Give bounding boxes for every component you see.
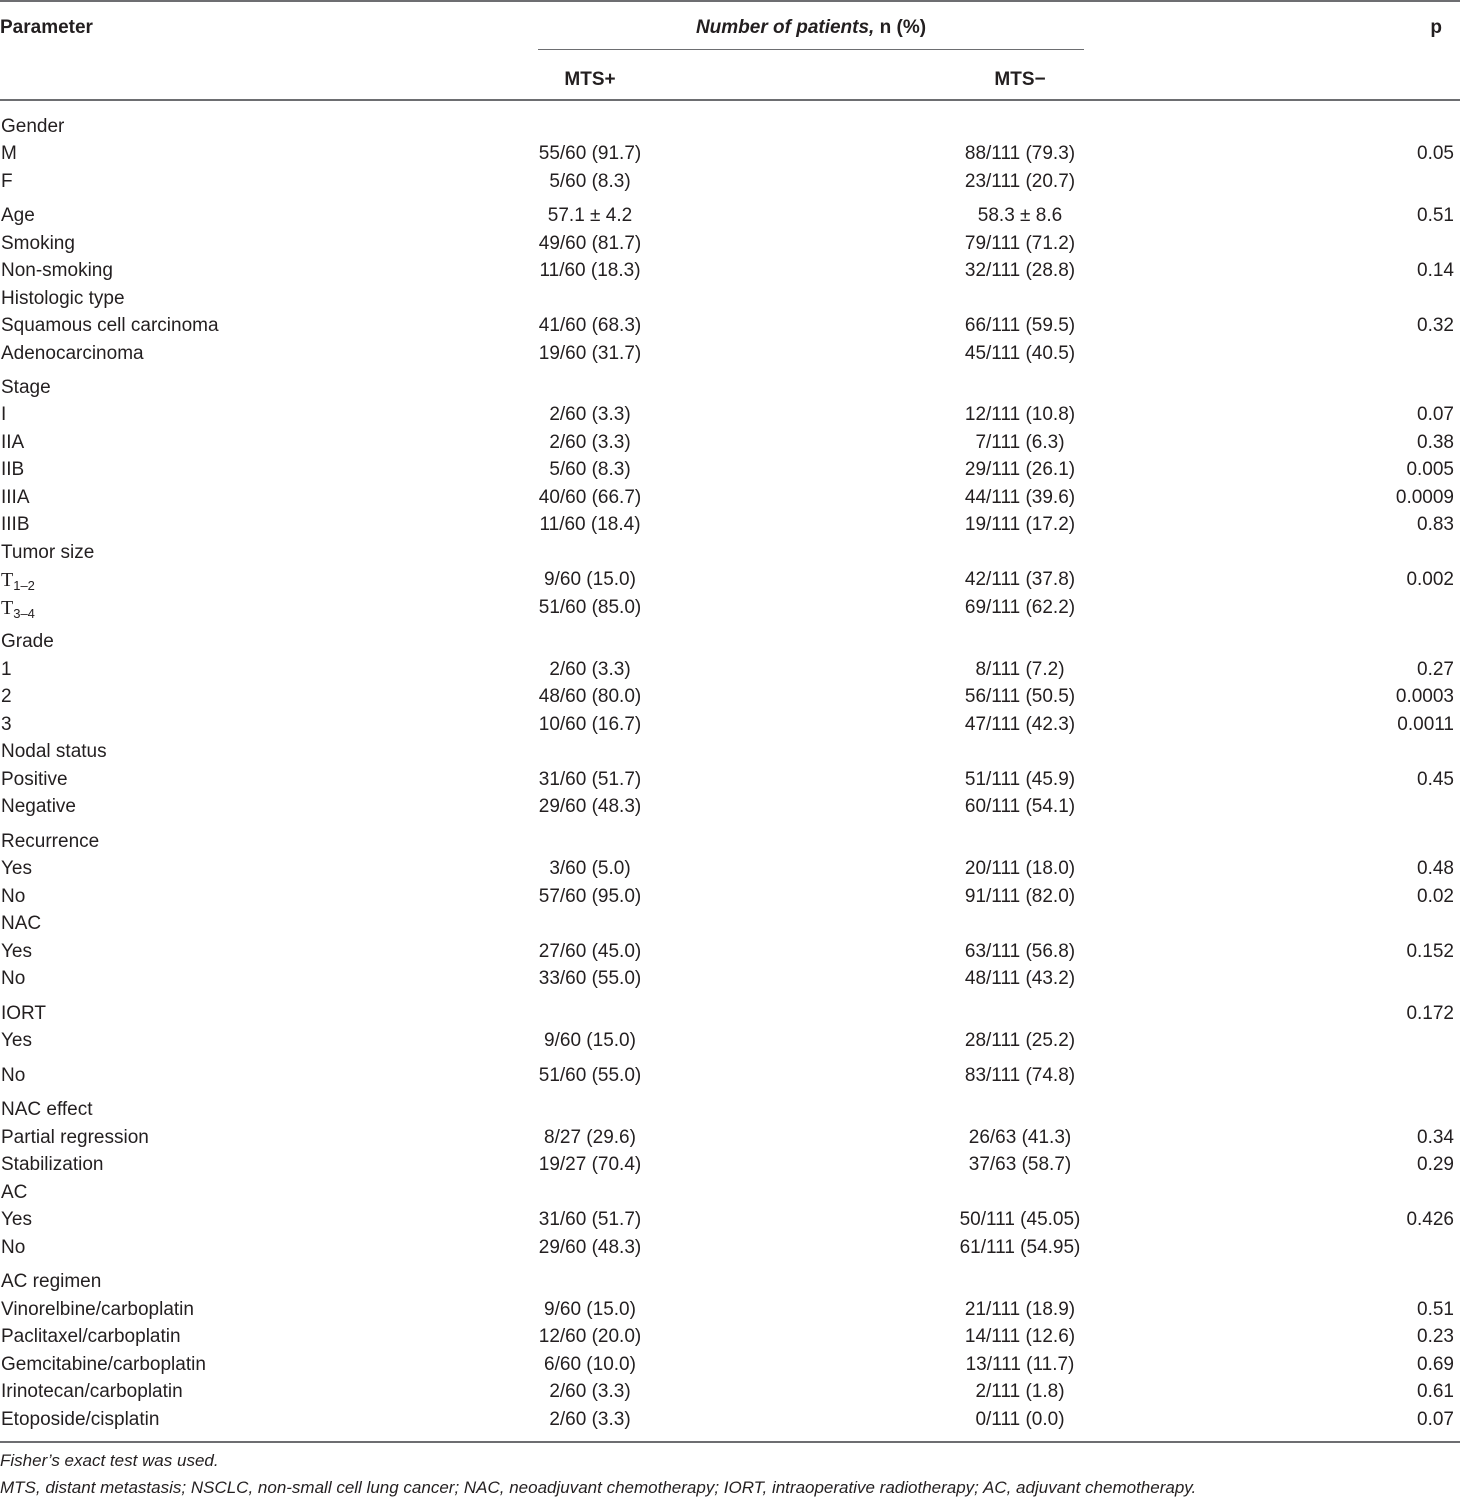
cell-mts-minus: 37/63 (58.7) [968,1154,1072,1175]
cell-parameter: Yes [1,1209,32,1230]
cell-parameter: Vinorelbine/carboplatin [1,1299,194,1320]
table-row [0,569,1460,596]
cell-mts-minus: 44/111 (39.6) [964,487,1076,508]
cell-parameter: Yes [1,1030,32,1051]
cell-p-value: 0.0009 [1395,487,1454,508]
cell-mts-plus: 33/60 (55.0) [538,968,642,989]
cell-p-value: 0.05 [1417,143,1454,164]
table-row [0,1381,1460,1408]
cell-mts-minus: 66/111 (59.5) [964,315,1076,336]
header-mts-minus: MTS− [994,69,1046,90]
cell-mts-plus: 40/60 (66.7) [538,487,642,508]
table-row [0,1237,1460,1264]
table-row [0,1003,1460,1030]
table-row [0,459,1460,486]
cell-mts-plus: 29/60 (48.3) [538,796,642,817]
cell-mts-minus: 13/111 (11.7) [965,1354,1075,1375]
cell-mts-plus: 2/60 (3.3) [549,404,631,425]
cell-mts-plus: 5/60 (8.3) [549,171,631,192]
cell-mts-minus: 51/111 (45.9) [964,769,1076,790]
cell-mts-plus: 8/27 (29.6) [544,1127,636,1148]
header-group-italic: Number of patients, [695,17,875,38]
cell-parameter: Irinotecan/carboplatin [1,1381,183,1402]
table-row [0,1030,1460,1057]
cell-mts-plus: 48/60 (80.0) [538,686,642,707]
table-row [0,288,1460,315]
cell-p-value: 0.002 [1406,569,1454,590]
table-row [0,968,1460,995]
cell-p-value: 0.0003 [1395,686,1454,707]
cell-mts-plus: 57/60 (95.0) [538,886,642,907]
cell-parameter: IIIB [1,514,30,535]
table-row [0,796,1460,823]
cell-mts-plus: 9/60 (15.0) [544,1299,636,1320]
cell-mts-minus: 79/111 (71.2) [964,233,1076,254]
cell-parameter: Gender [1,116,65,137]
cell-mts-minus: 0/111 (0.0) [975,1409,1065,1430]
table-row [0,1271,1460,1298]
cell-parameter [1,569,35,593]
table-row [0,1354,1460,1381]
cell-mts-minus: 83/111 (74.8) [964,1065,1076,1086]
table-row [0,1409,1460,1436]
table-row [0,1299,1460,1326]
cell-mts-minus: 48/111 (43.2) [964,968,1076,989]
cell-p-value: 0.005 [1406,459,1454,480]
cell-parameter: No [1,886,26,907]
cell-mts-minus: 32/111 (28.8) [964,260,1076,281]
cell-p-value: 0.32 [1417,315,1454,336]
cell-mts-plus: 55/60 (91.7) [538,143,642,164]
cell-p-value: 0.45 [1417,769,1454,790]
cell-mts-plus: 49/60 (81.7) [538,233,642,254]
header-group-rest: n (%) [874,17,927,38]
table-row [0,143,1460,170]
table-row [0,487,1460,514]
cell-parameter: Squamous cell carcinoma [1,315,219,336]
table-bottom-rule [0,1441,1460,1443]
cell-parameter: IIA [1,432,25,453]
cell-p-value: 0.29 [1417,1154,1454,1175]
cell-p-value: 0.426 [1406,1209,1454,1230]
cell-mts-plus: 2/60 (3.3) [549,432,631,453]
cell-mts-plus: 5/60 (8.3) [549,459,631,480]
cell-mts-minus: 8/111 (7.2) [975,659,1065,680]
cell-mts-minus: 56/111 (50.5) [964,686,1076,707]
cell-parameter: Paclitaxel/carboplatin [1,1326,181,1347]
cell-mts-minus: 50/111 (45.05) [959,1209,1081,1230]
cell-p-value: 0.27 [1417,659,1454,680]
table-row [0,686,1460,713]
table-row [0,233,1460,260]
cell-mts-plus: 51/60 (55.0) [538,1065,642,1086]
cell-mts-plus: 11/60 (18.3) [539,260,641,281]
cell-mts-plus: 41/60 (68.3) [538,315,642,336]
cell-mts-minus: 23/111 (20.7) [964,171,1076,192]
table-row [0,343,1460,370]
cell-parameter: Yes [1,858,32,879]
cell-mts-plus: 9/60 (15.0) [544,1030,636,1051]
table-row [0,913,1460,940]
table-row [0,886,1460,913]
cell-parameter: Gemcitabine/carboplatin [1,1354,206,1375]
table-row [0,171,1460,198]
table-row [0,260,1460,287]
table-row [0,205,1460,232]
table-row [0,1099,1460,1126]
table-row [0,831,1460,858]
cell-mts-plus: 12/60 (20.0) [538,1326,642,1347]
cell-parameter: Positive [1,769,68,790]
cell-mts-minus: 7/111 (6.3) [975,432,1065,453]
cell-mts-minus: 47/111 (42.3) [964,714,1076,735]
cell-parameter: IIB [1,459,25,480]
cell-mts-plus: 2/60 (3.3) [549,1409,631,1430]
table-row [0,659,1460,686]
cell-parameter: Non-smoking [1,260,113,281]
table-row [0,631,1460,658]
table-row [0,714,1460,741]
cell-mts-minus: 19/111 (17.2) [964,514,1076,535]
cell-p-value: 0.02 [1417,886,1454,907]
cell-mts-plus: 3/60 (5.0) [549,858,631,879]
table-row [0,858,1460,885]
cell-parameter [1,597,35,621]
cell-parameter: IORT [1,1003,47,1024]
cell-mts-plus: 2/60 (3.3) [549,659,631,680]
cell-p-value: 0.07 [1417,1409,1454,1430]
cell-mts-plus: 31/60 (51.7) [538,769,642,790]
cell-parameter: NAC effect [1,1099,93,1120]
header-mts-plus: MTS+ [564,69,616,90]
cell-parameter: 1 [1,659,12,680]
cell-mts-minus: 28/111 (25.2) [964,1030,1076,1051]
cell-parameter: AC [1,1182,28,1203]
cell-parameter: Smoking [1,233,75,254]
cell-p-value: 0.34 [1417,1127,1454,1148]
cell-parameter: No [1,968,26,989]
footnote-abbreviations: MTS, distant metastasis; NSCLC, non-small cell lung cancer; NAC, neoadjuvant chemotherapy; IORT, intraoperative radiotherapy; AC, adjuvant chemotherapy. [0,1478,1197,1497]
cell-p-value: 0.83 [1417,514,1454,535]
cell-p-value: 0.61 [1417,1381,1454,1402]
table-row [0,1209,1460,1236]
cell-mts-minus: 60/111 (54.1) [964,796,1076,817]
cell-p-value: 0.38 [1417,432,1454,453]
cell-parameter: Partial regression [1,1127,149,1148]
table-row [0,597,1460,624]
table-row [0,1065,1460,1092]
cell-mts-plus: 6/60 (10.0) [544,1354,636,1375]
cell-p-value: 0.51 [1417,1299,1454,1320]
cell-mts-minus: 91/111 (82.0) [964,886,1076,907]
table-top-rule [0,0,1460,2]
table-row [0,1127,1460,1154]
cell-parameter: 2 [1,686,12,707]
cell-parameter: Stage [1,377,51,398]
cell-parameter: NAC [1,913,42,934]
table-row [0,1326,1460,1353]
cell-mts-minus: 58.3 ± 8.6 [977,205,1063,226]
cell-p-value: 0.51 [1417,205,1454,226]
table-row [0,432,1460,459]
cell-mts-plus: 2/60 (3.3) [549,1381,631,1402]
cell-p-value: 0.69 [1417,1354,1454,1375]
cell-mts-minus: 29/111 (26.1) [964,459,1076,480]
cell-mts-plus: 57.1 ± 4.2 [547,205,633,226]
cell-p-value: 0.23 [1417,1326,1454,1347]
cell-mts-plus: 19/60 (31.7) [538,343,642,364]
header-parameter: Parameter [0,17,93,38]
table-row [0,741,1460,768]
cell-mts-minus: 20/111 (18.0) [964,858,1076,879]
cell-parameter: Adenocarcinoma [1,343,144,364]
table-row [0,1154,1460,1181]
cell-mts-plus: 11/60 (18.4) [539,514,641,535]
cell-mts-minus: 26/63 (41.3) [968,1127,1072,1148]
table-row [0,315,1460,342]
cell-mts-plus: 31/60 (51.7) [538,1209,642,1230]
cell-mts-plus: 27/60 (45.0) [538,941,642,962]
cell-mts-minus: 21/111 (18.9) [964,1299,1076,1320]
cell-mts-plus: 29/60 (48.3) [538,1237,642,1258]
cell-mts-plus: 9/60 (15.0) [544,569,636,590]
cell-parameter: AC regimen [1,1271,102,1292]
table-header-rule [0,99,1460,101]
header-number-of-patients [538,17,1084,39]
table-row [0,941,1460,968]
cell-mts-minus: 14/111 (12.6) [964,1326,1076,1347]
table-row [0,1182,1460,1209]
cell-mts-minus: 88/111 (79.3) [964,143,1076,164]
cell-parameter-subscript: 1–2 [13,578,35,593]
cell-parameter: M [1,143,17,164]
cell-parameter: F [1,171,13,192]
cell-mts-plus: 19/27 (70.4) [538,1154,642,1175]
cell-p-value: 0.172 [1406,1003,1454,1024]
cell-parameter: Negative [1,796,76,817]
cell-p-value: 0.0011 [1397,714,1454,735]
cell-parameter: Grade [1,631,54,652]
cell-parameter: Yes [1,941,32,962]
cell-parameter-symbol: T [1,569,14,591]
table-row [0,377,1460,404]
footnote-test: Fisher’s exact test was used. [0,1451,219,1470]
table-row [0,769,1460,796]
cell-mts-minus: 45/111 (40.5) [964,343,1076,364]
table-row [0,514,1460,541]
cell-parameter-subscript: 3–4 [13,606,35,621]
cell-parameter: Stabilization [1,1154,104,1175]
cell-p-value: 0.07 [1417,404,1454,425]
header-p: p [1430,17,1442,38]
table-row [0,542,1460,569]
cell-mts-plus: 51/60 (85.0) [538,597,642,618]
cell-p-value: 0.152 [1406,941,1454,962]
cell-p-value: 0.14 [1417,260,1454,281]
cell-parameter: Etoposide/cisplatin [1,1409,160,1430]
cell-mts-minus: 63/111 (56.8) [964,941,1076,962]
cell-parameter: Recurrence [1,831,100,852]
cell-parameter: Tumor size [1,542,95,563]
cell-mts-minus: 42/111 (37.8) [964,569,1076,590]
table-row [0,116,1460,143]
cell-parameter: IIIA [1,487,30,508]
cell-mts-minus: 61/111 (54.95) [959,1237,1081,1258]
cell-parameter: No [1,1237,26,1258]
cell-p-value: 0.48 [1417,858,1454,879]
cell-mts-minus: 69/111 (62.2) [964,597,1076,618]
cell-parameter: I [1,404,7,425]
cell-parameter: Age [1,205,35,226]
cell-parameter-symbol: T [1,597,14,619]
table-row [0,404,1460,431]
cell-mts-plus: 10/60 (16.7) [538,714,642,735]
header-group-rule [538,49,1084,50]
cell-parameter: 3 [1,714,12,735]
cell-parameter: No [1,1065,26,1086]
cell-mts-minus: 12/111 (10.8) [964,404,1076,425]
cell-parameter: Histologic type [1,288,125,309]
cell-parameter: Nodal status [1,741,107,762]
cell-mts-minus: 2/111 (1.8) [975,1381,1065,1402]
